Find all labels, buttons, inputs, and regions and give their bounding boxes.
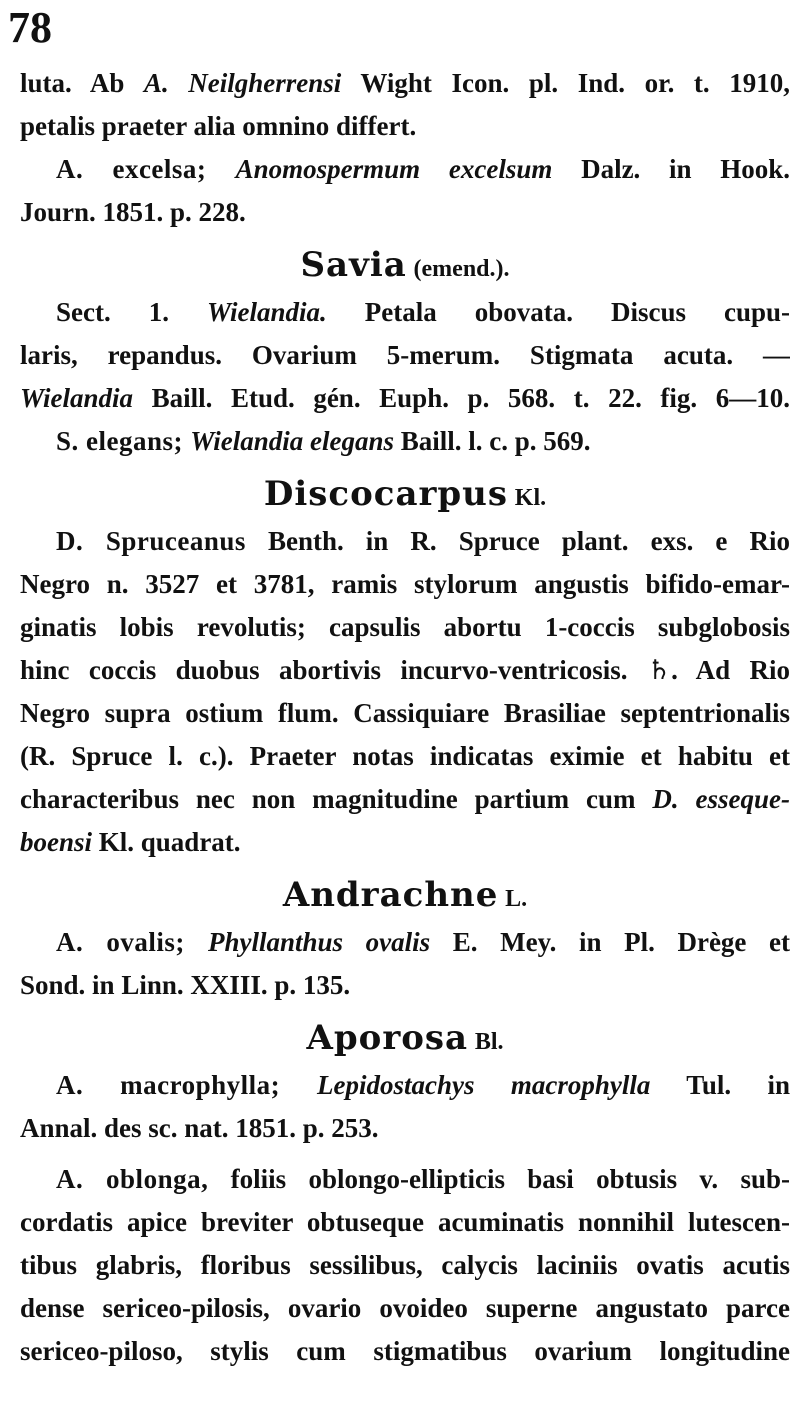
text-line: laris, repandus. Ovarium 5-merum. Stigmata acuta. — (20, 340, 790, 370)
text-line: hinc coccis duobus abortivis incurvo-ventricosis. ♄. Ad Rio (20, 655, 790, 685)
text-line: boensi Kl. quadrat. (20, 827, 241, 857)
text-line: sericeo-piloso, stylis cum stigmatibus ovarium longitudine (20, 1336, 790, 1366)
text-line: cordatis apice breviter obtuseque acuminatis nonnihil lutescen- (20, 1207, 790, 1237)
species-entry: A. excelsa; Anomospermum excelsum Dalz. in Hook. (56, 154, 790, 184)
text-line: Negro n. 3527 et 3781, ramis stylorum angustis bifido-emar- (20, 569, 790, 599)
species-entry: A. oblonga, foliis oblongo-ellipticis basi obtusis v. sub- (56, 1164, 790, 1194)
page-body (20, 62, 790, 1373)
text-line: dense sericeo-pilosis, ovario ovoideo superne angustato parce (20, 1293, 790, 1323)
page-number: 78 (8, 3, 52, 52)
text-line: petalis praeter alia omnino differt. (20, 111, 417, 141)
text-line: Sect. 1. Wielandia. Petala obovata. Discus cupu- (56, 297, 790, 327)
text-line: Annal. des sc. nat. 1851. p. 253. (20, 1113, 379, 1143)
text-line: (R. Spruce l. c.). Praeter notas indicatas eximie et habitu et (20, 741, 790, 771)
species-entry: D. Spruceanus Benth. in R. Spruce plant. exs. e Rio (56, 526, 790, 556)
text-line: Sond. in Linn. XXIII. p. 135. (20, 970, 351, 1000)
species-entry: A. ovalis; Phyllanthus ovalis E. Mey. in Pl. Drège et (56, 927, 790, 957)
genus-header-savia: Savia (emend.). (300, 245, 510, 285)
text-line: Negro supra ostium flum. Cassiquiare Brasiliae septentrionalis (20, 698, 790, 728)
text-line: characteribus nec non magnitudine partium cum D. essequе- (20, 784, 790, 814)
genus-header-andrachne: Andrachne L. (282, 875, 528, 915)
text-line: Wielandia Baill. Etud. gén. Euph. p. 568. t. 22. fig. 6—10. (20, 383, 790, 413)
genus-header-discocarpus: Discocarpus Kl. (263, 474, 547, 514)
species-entry: A. macrophylla; Lepidostachys macrophylla Tul. in (56, 1070, 790, 1100)
text-line: Journ. 1851. p. 228. (20, 197, 246, 227)
text-line: luta. Ab A. Neilgherrensi Wight Icon. pl. Ind. or. t. 1910, (20, 68, 790, 98)
genus-header-aporosa: Aporosa Bl. (306, 1018, 504, 1058)
text-line: ginatis lobis revolutis; capsulis abortu 1-coccis subglobosis (20, 612, 790, 642)
text-line: tibus glabris, floribus sessilibus, calycis laciniis ovatis acutis (20, 1250, 790, 1280)
species-entry: S. elegans; Wielandia elegans Baill. l. c. p. 569. (56, 426, 591, 456)
